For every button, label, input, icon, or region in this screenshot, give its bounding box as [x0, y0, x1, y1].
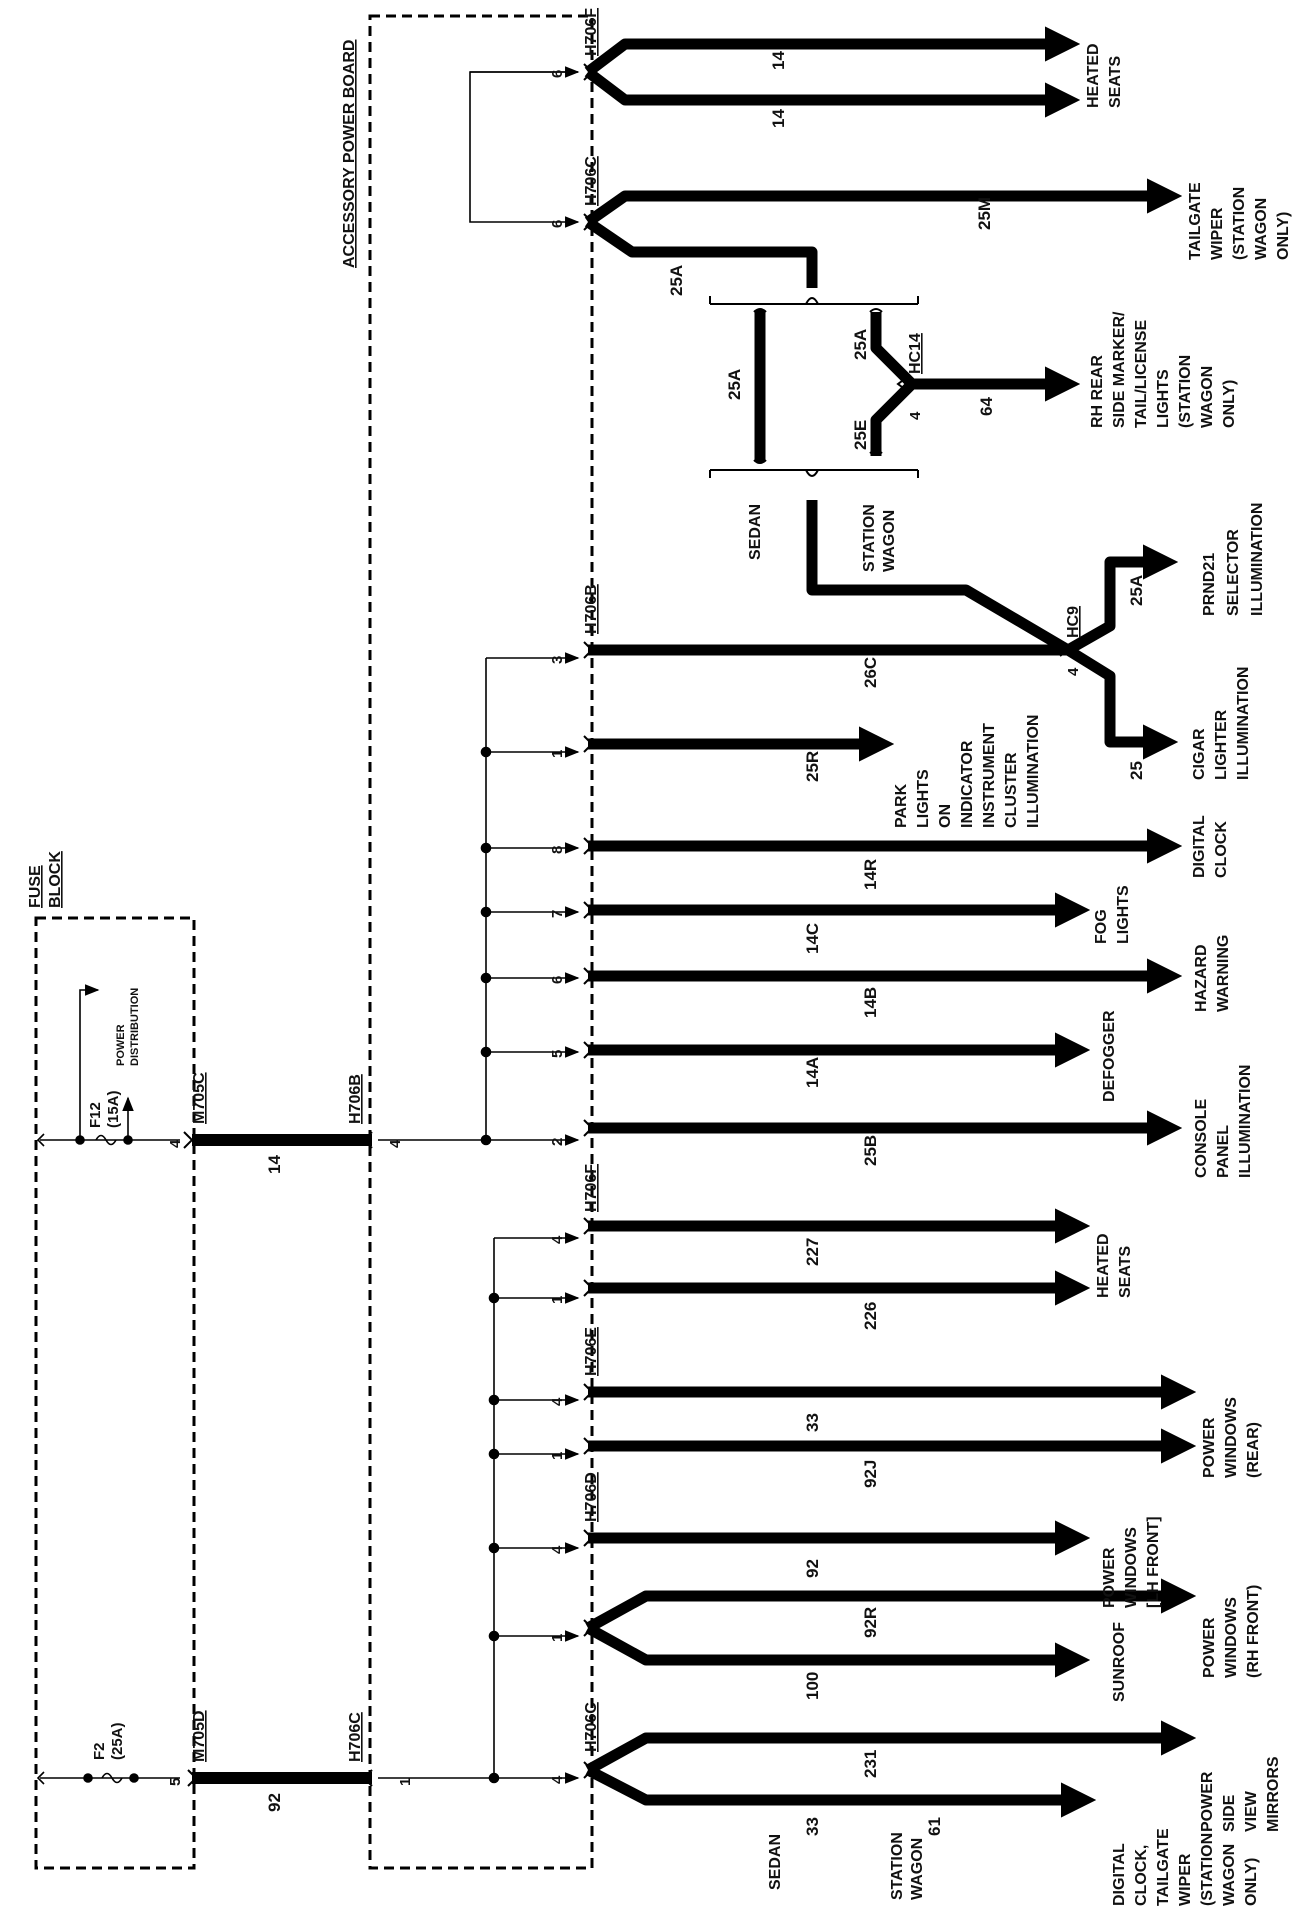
fuse-block-title-line-2: BLOCK [47, 851, 64, 908]
load-digital-clock-tailgate-line-5: (STATION [1199, 1832, 1216, 1906]
fuse-block-title-line-1: FUSE [27, 865, 44, 908]
pin-board-in-1: 1 [397, 1777, 414, 1786]
load-cigar-lighter-line-2: LIGHTER [1213, 709, 1230, 780]
splice-dot [482, 974, 491, 983]
load-digital-clock-line-1: DIGITAL [1191, 815, 1208, 878]
wire-label-w100: 100 [803, 1671, 822, 1700]
load-tailgate-wiper-line-2: WIPER [1209, 207, 1226, 260]
pin-e-4: 4 [549, 1397, 566, 1406]
load-power-windows-rear-line-2: WINDOWS [1223, 1397, 1240, 1478]
load-digital-clock-tailgate-line-7: ONLY) [1243, 1857, 1260, 1906]
wire-label-w14a: 14A [803, 1056, 822, 1088]
splice-dot [482, 1048, 491, 1057]
load-rh-rear-lights-line-6: WAGON [1199, 365, 1216, 428]
load-defogger: DEFOGGER [1101, 1010, 1118, 1102]
connector-h706b-inbound: H706B [347, 1074, 364, 1124]
connector-h706e: H706E [583, 1327, 600, 1376]
wire-label-w92j: 92J [861, 1459, 880, 1488]
load-power-windows-lh-line-1: POWER [1101, 1547, 1118, 1608]
load-hazard-warning-line-2: WARNING [1215, 934, 1232, 1012]
pin-c-4: 4 [549, 1775, 566, 1784]
pin-f-4: 4 [549, 1235, 566, 1244]
connector-h706f: H706F [583, 1163, 600, 1212]
wire-label-w25a-sedan: 25A [725, 368, 744, 400]
load-rh-rear-lights-line-2: SIDE MARKER/ [1111, 311, 1128, 428]
wire-label-w61: 61 [925, 1817, 944, 1836]
load-park-lights-line-7: ILLUMINATION [1025, 714, 1042, 828]
wire-label-w14r: 14R [861, 858, 880, 890]
load-prnd21-line-3: ILLUMINATION [1249, 502, 1266, 616]
load-sunroof: SUNROOF [1111, 1622, 1128, 1702]
load-digital-clock-line-2: CLOCK [1213, 821, 1230, 878]
load-digital-clock-tailgate-line-3: TAILGATE [1155, 1828, 1172, 1906]
pin-fuse-5: 5 [167, 1777, 184, 1786]
wire-label-w14-top2: 14 [769, 109, 788, 128]
accessory-power-board-outline [370, 16, 592, 1868]
load-power-windows-rear-line-1: POWER [1201, 1417, 1218, 1478]
connector-hc14: HC14 [907, 333, 924, 374]
splice-dot [482, 1136, 491, 1145]
wire-25-cigar [1068, 650, 1150, 742]
pin-f-1: 1 [549, 1295, 566, 1304]
load-cigar-lighter-line-1: CIGAR [1191, 728, 1208, 780]
load-prnd21-line-1: PRND21 [1201, 552, 1218, 616]
wire-label-w25a-main: 25A [667, 264, 686, 296]
load-park-lights-line-6: CLUSTER [1003, 752, 1020, 828]
wire-label-w25e: 25E [851, 419, 870, 450]
connector-h706f-top: H706F [583, 7, 600, 56]
load-power-windows-lh-line-3: [LH FRONT] [1145, 1516, 1162, 1608]
load-park-lights-line-2: LIGHTS [915, 769, 932, 828]
load-digital-clock-tailgate-line-6: WAGON [1221, 1843, 1238, 1906]
pin-b-8: 8 [549, 845, 566, 854]
load-power-mirrors-line-3: VIEW [1243, 1791, 1260, 1832]
wire-label-w25-cigar: 25 [1127, 761, 1146, 780]
variant-station-wagon-mid-line-2: WAGON [881, 509, 898, 572]
load-cigar-lighter-line-3: ILLUMINATION [1235, 666, 1252, 780]
load-power-mirrors-line-4: MIRRORS [1265, 1756, 1282, 1832]
variant-station-wagon-bottom-line-2: WAGON [909, 1837, 926, 1900]
wire-label-w92: 92 [803, 1559, 822, 1578]
pin-d-1: 1 [549, 1633, 566, 1642]
wire-label-w14-top1: 14 [769, 51, 788, 70]
connector-h706c-top: H706C [583, 156, 600, 206]
variant-sedan-bottom: SEDAN [767, 1833, 784, 1890]
pin-b-3: 3 [549, 655, 566, 664]
pin-b-5: 5 [549, 1049, 566, 1058]
variant-station-wagon-bottom-line-1: STATION [889, 1832, 906, 1900]
load-prnd21-line-2: SELECTOR [1225, 529, 1242, 616]
output-wires [588, 44, 1168, 1800]
power-distribution-label-line-1: POWER [115, 1024, 127, 1066]
splice-dot [490, 1450, 499, 1459]
pin-b-7: 7 [549, 909, 566, 918]
connector-m705c: M705C [191, 1072, 208, 1124]
pin-top-6b: 6 [549, 219, 566, 228]
load-console-panel-line-1: CONSOLE [1193, 1098, 1210, 1178]
wire-label-w26c: 26C [861, 656, 880, 688]
wire-label-w25b: 25B [861, 1134, 880, 1166]
wire-label-w92r: 92R [861, 1606, 880, 1638]
pin-board-in-4: 4 [387, 1139, 404, 1148]
wire-14-heated-top-a [588, 44, 1052, 72]
pin-top-6a: 6 [549, 69, 566, 78]
load-tailgate-wiper-line-4: WAGON [1253, 197, 1270, 260]
splice-dot [482, 748, 491, 757]
connector-h706b: H706B [583, 584, 600, 634]
wire-label-w33-e: 33 [803, 1413, 822, 1432]
splice-dot [482, 908, 491, 917]
load-tailgate-wiper-line-1: TAILGATE [1187, 182, 1204, 260]
variant-station-wagon-mid-line-1: STATION [861, 504, 878, 572]
wire-label-w92-feed: 92 [265, 1793, 284, 1812]
brace-bottom [710, 470, 918, 478]
brace-top [710, 296, 918, 304]
connector-h706c-inbound: H706C [347, 1712, 364, 1762]
load-rh-rear-lights-line-3: TAIL/LICENSE [1133, 319, 1150, 428]
power-distribution-label-line-2: DISTRIBUTION [129, 987, 141, 1066]
pin-fuse-4: 4 [167, 1139, 184, 1148]
wire-label-w25r: 25R [803, 750, 822, 782]
load-power-windows-rh-line-3: (RH FRONT) [1245, 1584, 1262, 1678]
load-power-mirrors-line-1: POWER [1199, 1771, 1216, 1832]
load-digital-clock-tailgate-line-4: WIPER [1177, 1853, 1194, 1906]
wire-100 [588, 1628, 1062, 1660]
wire-label-w33-c: 33 [803, 1817, 822, 1836]
fuse-f2-label-line-1: F2 [91, 1742, 108, 1760]
load-power-windows-rh-line-2: WINDOWS [1223, 1597, 1240, 1678]
load-park-lights-line-1: PARK [893, 783, 910, 828]
wire-33-61 [588, 1770, 1068, 1800]
wire-label-w25m: 25M [975, 196, 994, 230]
pin-hc14-4: 4 [907, 411, 924, 420]
load-park-lights-line-4: INDICATOR [959, 740, 976, 828]
load-console-panel-line-2: PANEL [1215, 1124, 1232, 1178]
splice-dot [490, 1544, 499, 1553]
connector-marks [584, 64, 1068, 1778]
splice-dot [490, 1632, 499, 1641]
splice-dot [490, 1294, 499, 1303]
load-digital-clock-tailgate-line-2: CLOCK, [1133, 1844, 1150, 1906]
load-power-windows-rh-line-1: POWER [1201, 1617, 1218, 1678]
wire-label-w25a-prnd: 25A [1127, 574, 1146, 606]
splice-dot [130, 1774, 138, 1782]
wire-label-w226: 226 [861, 1301, 880, 1330]
pin-hc9-4: 4 [1065, 667, 1082, 676]
wire-25m-tailgate [588, 196, 1154, 222]
accessory-power-board-title: ACCESSORY POWER BOARD [341, 39, 358, 268]
load-rh-rear-lights-line-1: RH REAR [1089, 355, 1106, 428]
variant-sedan-mid: SEDAN [747, 503, 764, 560]
wire-25a-main [588, 222, 812, 288]
load-digital-clock-tailgate-line-1: DIGITAL [1111, 1843, 1128, 1906]
splice-dot [490, 1396, 499, 1405]
pin-b-6: 6 [549, 975, 566, 984]
load-rh-rear-lights-line-7: ONLY) [1221, 379, 1238, 428]
load-tailgate-wiper-line-3: (STATION [1231, 186, 1248, 260]
connector-h706d: H706D [583, 1472, 600, 1522]
splice-dot [482, 844, 491, 853]
load-park-lights-line-5: INSTRUMENT [981, 723, 998, 828]
load-console-panel-line-3: ILLUMINATION [1237, 1064, 1254, 1178]
load-fog-lights-line-2: LIGHTS [1115, 885, 1132, 944]
load-hazard-warning-line-1: HAZARD [1193, 944, 1210, 1012]
wire-label-w64: 64 [977, 397, 996, 416]
wire-label-w25a-sw: 25A [851, 328, 870, 360]
load-power-windows-lh-line-2: WINDOWS [1123, 1527, 1140, 1608]
load-rh-rear-lights-line-5: (STATION [1177, 354, 1194, 428]
wire-to-hc9 [812, 500, 1068, 650]
fuse-f2-label-line-2: (25A) [109, 1722, 126, 1760]
load-rh-rear-lights-line-4: LIGHTS [1155, 369, 1172, 428]
wire-label-w14c: 14C [803, 922, 822, 954]
wire-label-w14-feed: 14 [265, 1155, 284, 1174]
fuse-f12-label-line-2: (15A) [105, 1090, 122, 1128]
connector-hc9: HC9 [1065, 605, 1082, 638]
wire-label-w14b: 14B [861, 986, 880, 1018]
connector-m705d: M705D [191, 1710, 208, 1762]
load-heated-seats-mid-line-1: HEATED [1095, 1233, 1112, 1298]
splice-dot [490, 1774, 499, 1783]
load-park-lights-line-3: ON [937, 804, 954, 828]
feed-wires [184, 1132, 372, 1786]
pin-b-2: 2 [549, 1137, 566, 1146]
fuse-f12-label-line-1: F12 [87, 1102, 104, 1128]
load-power-windows-rear-line-3: (REAR) [1245, 1422, 1262, 1478]
pin-b-1: 1 [549, 749, 566, 758]
load-fog-lights-line-1: FOG [1093, 909, 1110, 944]
load-heated-seats-mid-line-2: SEATS [1117, 1245, 1134, 1298]
diagram-labels [27, 8, 1292, 1906]
load-tailgate-wiper-line-5: ONLY) [1275, 211, 1292, 260]
pin-d-4: 4 [549, 1545, 566, 1554]
load-heated-seats-top-line-2: SEATS [1107, 55, 1124, 108]
wire-14-heated-top-b [588, 72, 1052, 100]
connector-h706c-bottom: H706C [583, 1702, 600, 1752]
wire-label-w227: 227 [803, 1237, 822, 1266]
splice-dot [84, 1774, 92, 1782]
load-power-mirrors-line-2: SIDE [1221, 1794, 1238, 1832]
board-internal-bus [378, 69, 578, 1783]
wire-label-w231: 231 [861, 1749, 880, 1778]
load-heated-seats-top-line-1: HEATED [1085, 43, 1102, 108]
pin-e-1: 1 [549, 1451, 566, 1460]
